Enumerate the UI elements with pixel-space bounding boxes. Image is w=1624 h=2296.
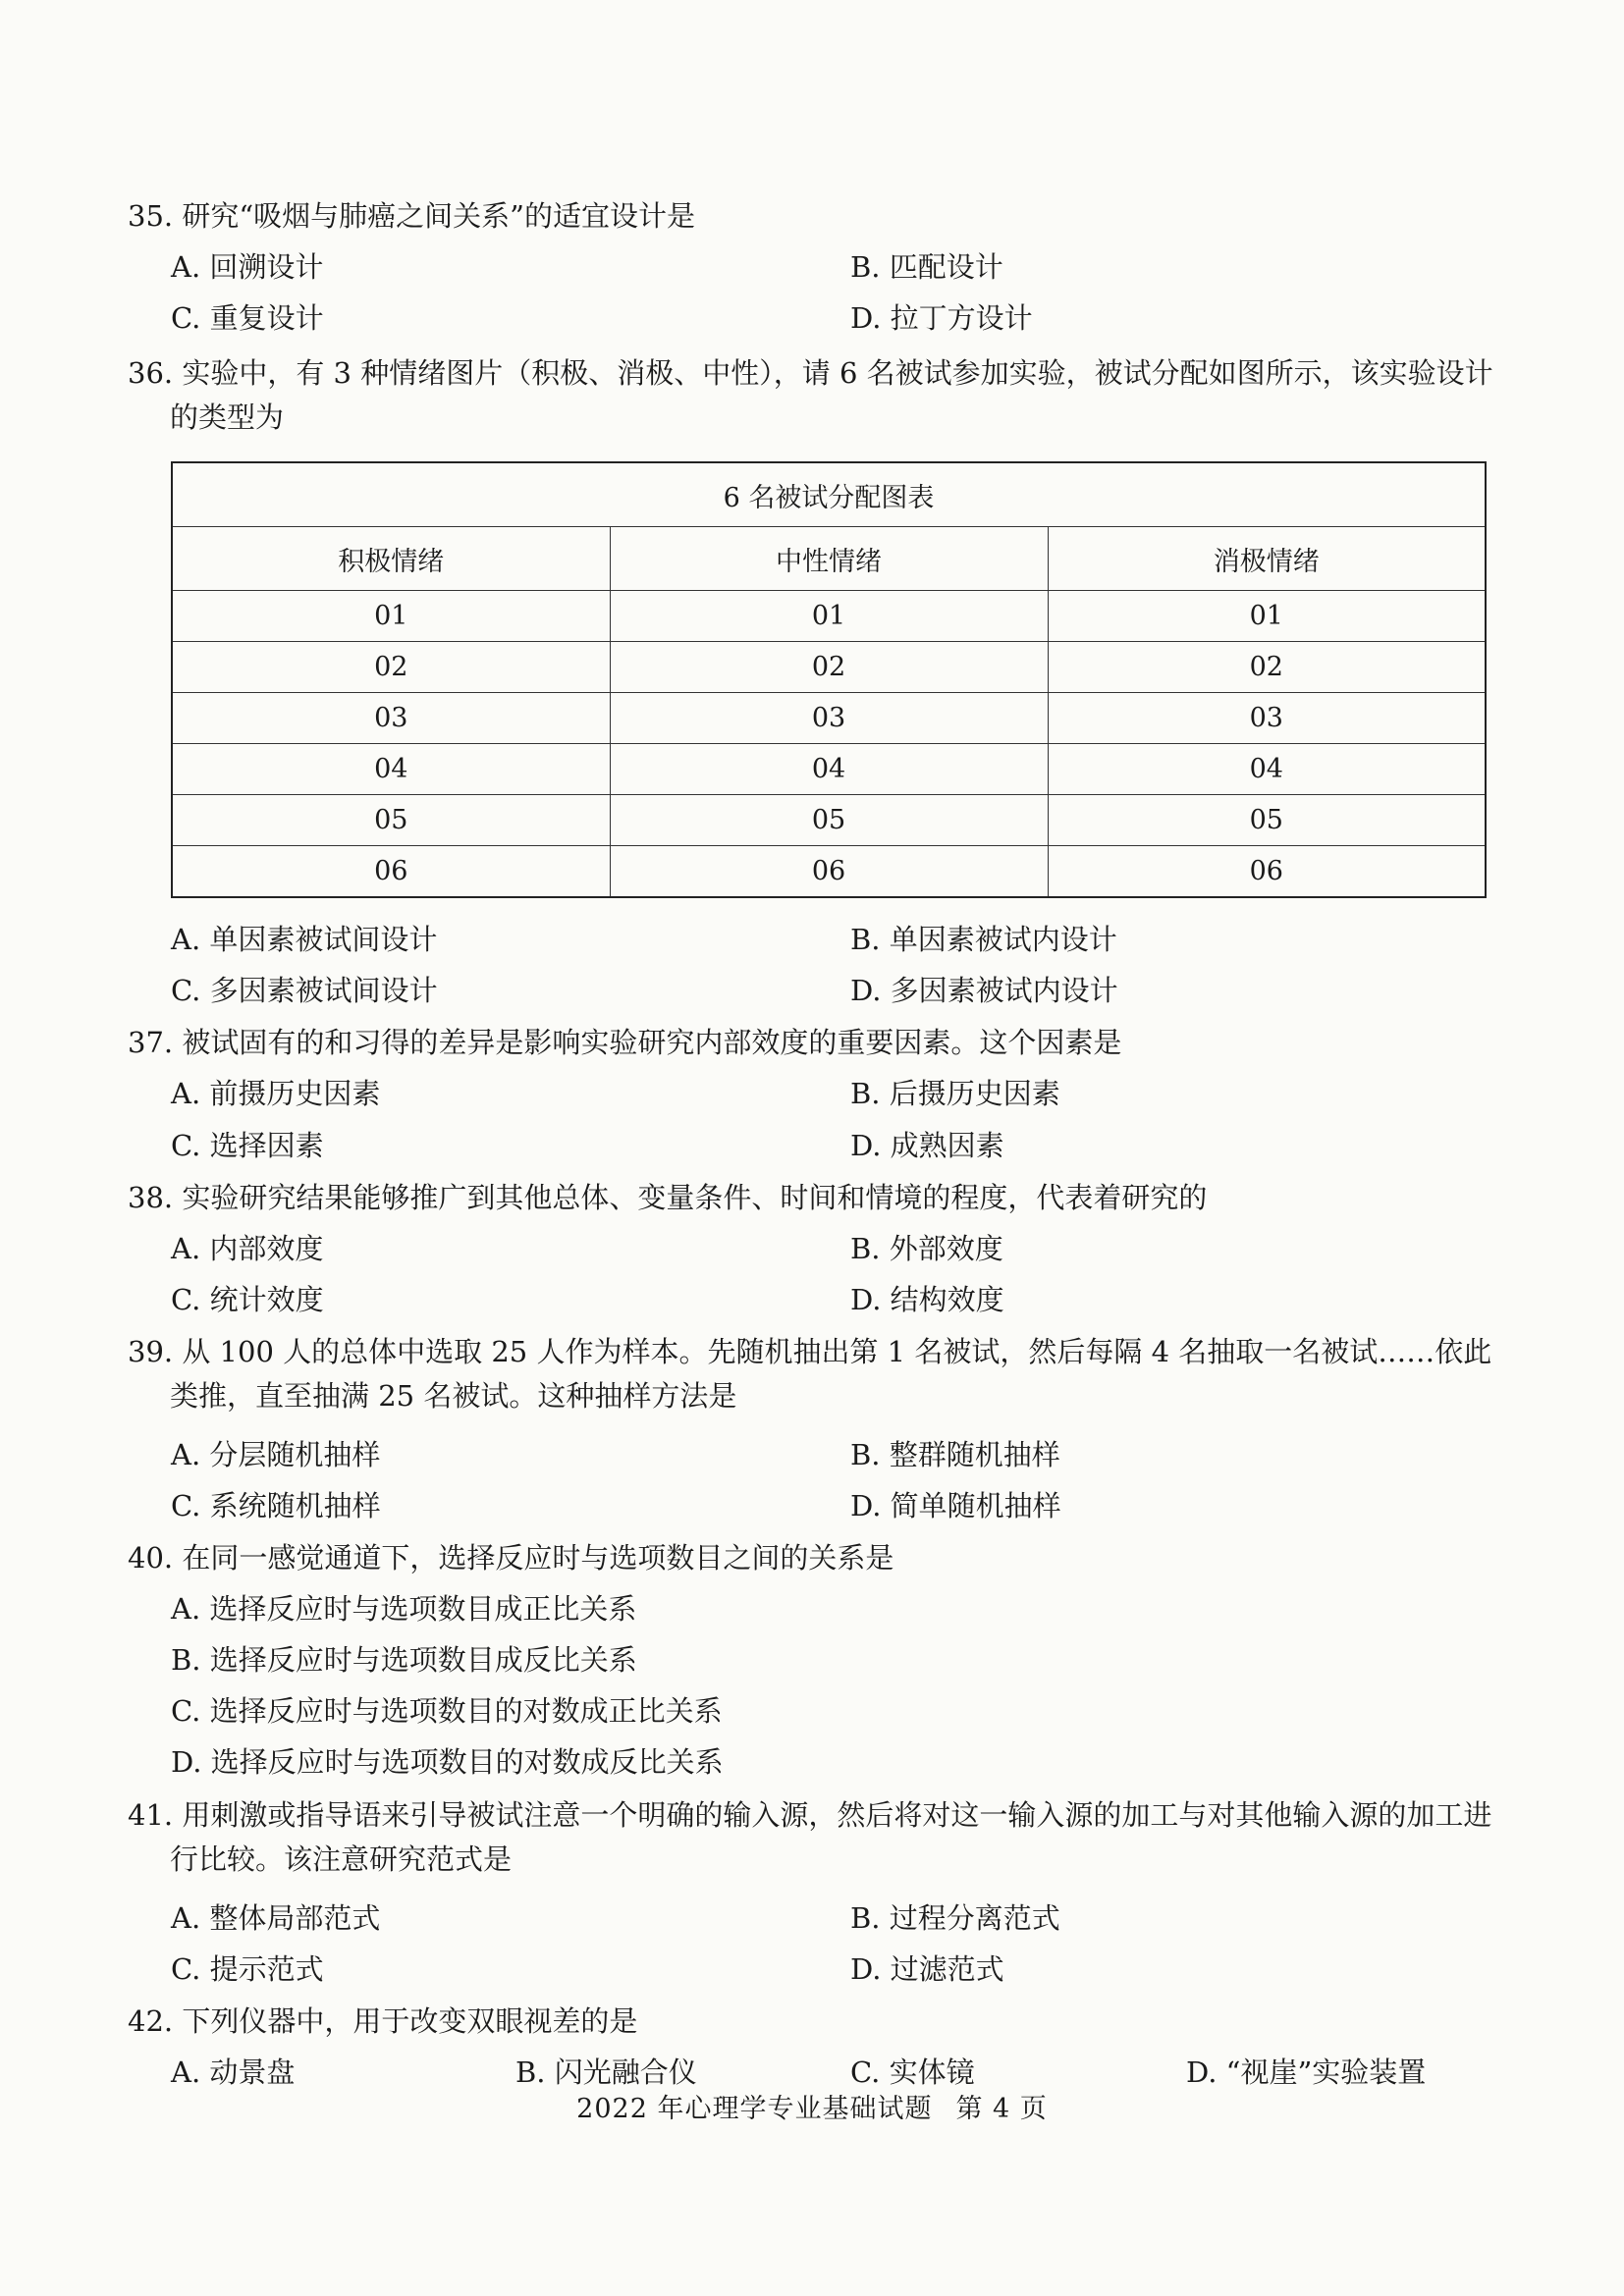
table-row xyxy=(172,591,1486,642)
option-b: B. 后摄历史因素 xyxy=(850,1077,1060,1110)
option-d: D. 多因素被试内设计 xyxy=(850,974,1118,1007)
table-row xyxy=(172,794,1486,845)
table-cell: 04 xyxy=(1048,743,1486,794)
table-cell: 06 xyxy=(1048,845,1486,897)
option-d: D. “视崖”实验装置 xyxy=(1186,2056,1427,2089)
table-cell: 03 xyxy=(172,692,610,743)
question-stem: 35. 研究“吸烟与肺癌之间关系”的适宜设计是 xyxy=(128,199,695,233)
table-header-positive: 积极情绪 xyxy=(172,527,610,591)
table-header-neutral: 中性情绪 xyxy=(610,527,1048,591)
table-cell: 02 xyxy=(1048,642,1486,693)
table-cell: 02 xyxy=(610,642,1048,693)
question-42 xyxy=(128,2000,1502,2044)
table-title: 6 名被试分配图表 xyxy=(172,462,1486,527)
subject-allocation-table xyxy=(171,461,1487,898)
option-b: B. 整群随机抽样 xyxy=(850,1438,1060,1471)
option-d: D. 成熟因素 xyxy=(850,1129,1004,1162)
table-cell: 01 xyxy=(610,591,1048,642)
option-a: A. 回溯设计 xyxy=(171,250,324,284)
table-cell: 03 xyxy=(1048,692,1486,743)
option-d: D. 简单随机抽样 xyxy=(850,1489,1061,1522)
question-stem: 37. 被试固有的和习得的差异是影响实验研究内部效度的重要因素。这个因素是 xyxy=(128,1026,1122,1059)
question-40 xyxy=(128,1536,1502,1580)
option-c: C. 统计效度 xyxy=(171,1283,324,1316)
page-footer xyxy=(0,2087,1624,2125)
table-cell: 05 xyxy=(610,794,1048,845)
table-cell: 05 xyxy=(1048,794,1486,845)
question-stem: 38. 实验研究结果能够推广到其他总体、变量条件、时间和情境的程度，代表着研究的 xyxy=(128,1181,1208,1214)
table-cell: 01 xyxy=(1048,591,1486,642)
option-d: D. 结构效度 xyxy=(850,1283,1004,1316)
option-a: A. 内部效度 xyxy=(171,1232,324,1265)
question-41 xyxy=(128,1793,1502,1882)
footer-page-number: 第 4 页 xyxy=(955,2094,1048,2124)
table-cell: 01 xyxy=(172,591,610,642)
table-row xyxy=(172,743,1486,794)
table-cell: 06 xyxy=(610,845,1048,897)
option-c: C. 系统随机抽样 xyxy=(171,1489,381,1522)
table-header-negative: 消极情绪 xyxy=(1048,527,1486,591)
option-b: B. 外部效度 xyxy=(850,1232,1003,1265)
question-35 xyxy=(128,194,1502,239)
option-a: A. 整体局部范式 xyxy=(171,1901,381,1935)
question-stem: 42. 下列仪器中，用于改变双眼视差的是 xyxy=(128,2004,638,2038)
question-37 xyxy=(128,1021,1502,1065)
table-cell: 05 xyxy=(172,794,610,845)
option-d: D. 拉丁方设计 xyxy=(850,301,1033,335)
table-cell: 03 xyxy=(610,692,1048,743)
option-c: C. 选择反应时与选项数目的对数成正比关系 xyxy=(171,1694,723,1728)
option-a: A. 单因素被试间设计 xyxy=(171,923,438,956)
option-a: A. 动景盘 xyxy=(171,2056,296,2089)
option-c: C. 多因素被试间设计 xyxy=(171,974,438,1007)
option-b: B. 匹配设计 xyxy=(850,250,1003,284)
table-cell: 04 xyxy=(610,743,1048,794)
option-a: A. 选择反应时与选项数目成正比关系 xyxy=(171,1592,637,1626)
footer-title: 2022 年心理学专业基础试题 xyxy=(576,2094,933,2124)
option-a: A. 分层随机抽样 xyxy=(171,1438,381,1471)
option-c: C. 提示范式 xyxy=(171,1952,324,1986)
question-stem: 36. 实验中，有 3 种情绪图片（积极、消极、中性），请 6 名被试参加实验，被试分配如图所示，该实验设计的类型为 xyxy=(128,356,1493,434)
option-d: D. 选择反应时与选项数目的对数成反比关系 xyxy=(171,1745,724,1779)
option-a: A. 前摄历史因素 xyxy=(171,1077,381,1110)
option-d: D. 过滤范式 xyxy=(850,1952,1004,1986)
table-row xyxy=(172,845,1486,897)
option-b: B. 闪光融合仪 xyxy=(515,2056,697,2089)
question-39 xyxy=(128,1330,1502,1418)
question-stem: 39. 从 100 人的总体中选取 25 人作为样本。先随机抽出第 1 名被试，然后每隔 4 名抽取一名被试……依此类推，直至抽满 25 名被试。这种抽样方法是 xyxy=(128,1335,1492,1413)
question-stem: 41. 用刺激或指导语来引导被试注意一个明确的输入源，然后将对这一输入源的加工与对其他输入源的加工进行比较。该注意研究范式是 xyxy=(128,1798,1492,1876)
table-row xyxy=(172,692,1486,743)
question-36 xyxy=(128,351,1502,440)
option-c: C. 重复设计 xyxy=(171,301,324,335)
table-cell: 06 xyxy=(172,845,610,897)
option-c: C. 选择因素 xyxy=(171,1129,324,1162)
table-cell: 04 xyxy=(172,743,610,794)
question-38 xyxy=(128,1176,1502,1220)
option-c: C. 实体镜 xyxy=(850,2056,975,2089)
option-b: B. 单因素被试内设计 xyxy=(850,923,1117,956)
table-cell: 02 xyxy=(172,642,610,693)
option-b: B. 过程分离范式 xyxy=(850,1901,1060,1935)
option-b: B. 选择反应时与选项数目成反比关系 xyxy=(171,1643,637,1677)
table-row xyxy=(172,642,1486,693)
question-stem: 40. 在同一感觉通道下，选择反应时与选项数目之间的关系是 xyxy=(128,1541,894,1575)
